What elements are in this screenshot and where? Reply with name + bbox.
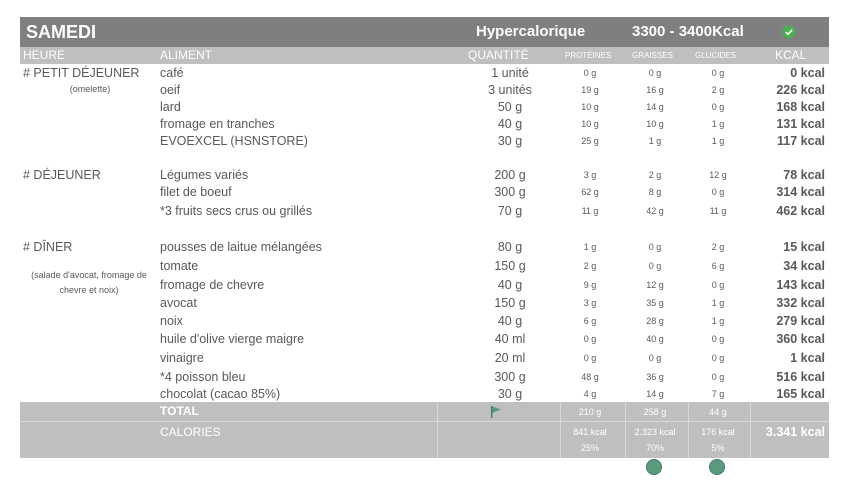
breakfast-note: (omelette) [69, 84, 111, 94]
food-quantity: 40 g [497, 278, 523, 292]
food-quantity: 40 g [497, 117, 523, 131]
check-circle-icon [782, 25, 796, 44]
food-name: avocat [160, 296, 197, 310]
column-header-row [20, 47, 829, 64]
graisses-status-dot [646, 459, 662, 475]
food-proteines: 9 g [583, 280, 597, 290]
food-glucides: 0 g [711, 334, 725, 344]
food-glucides: 0 g [711, 280, 725, 290]
food-name: oeif [160, 83, 181, 97]
col-kcal: KCAL [775, 48, 807, 62]
food-name: tomate [160, 259, 199, 273]
food-kcal: 168 kcal [776, 100, 825, 114]
food-graisses: 10 g [646, 119, 664, 129]
food-name: fromage de chevre [160, 278, 265, 292]
food-glucides: 1 g [711, 316, 725, 326]
food-proteines: 3 g [583, 298, 597, 308]
food-kcal: 34 kcal [783, 259, 825, 273]
food-graisses: 28 g [646, 316, 664, 326]
total-proteines: 210 g [578, 407, 602, 417]
table-row [20, 99, 829, 116]
table-row [20, 350, 829, 367]
food-glucides: 7 g [711, 389, 725, 399]
food-proteines: 1 g [583, 242, 597, 252]
food-graisses: 42 g [646, 206, 664, 216]
food-quantity: 150 g [494, 259, 526, 273]
food-glucides: 1 g [711, 119, 725, 129]
food-proteines: 48 g [581, 372, 599, 382]
food-kcal: 462 kcal [776, 204, 825, 218]
total-graisses: 258 g [643, 407, 667, 417]
table-row [20, 369, 829, 386]
food-glucides: 0 g [711, 102, 725, 112]
food-kcal: 131 kcal [776, 117, 825, 131]
food-proteines: 19 g [581, 85, 599, 95]
food-name: EVOEXCEL (HSNSTORE) [160, 134, 308, 148]
food-quantity: 50 g [497, 100, 523, 114]
table-row [20, 116, 829, 133]
food-glucides: 2 g [711, 85, 725, 95]
title-bar [20, 17, 829, 47]
food-proteines: 62 g [581, 187, 599, 197]
food-quantity: 20 ml [494, 351, 526, 365]
food-name: filet de boeuf [160, 185, 232, 199]
food-quantity: 300 g [494, 370, 526, 384]
section-lunch: # DÉJEUNER [23, 168, 101, 182]
food-proteines: 10 g [581, 102, 599, 112]
total-glucides: 44 g [709, 407, 727, 417]
table-row [20, 65, 829, 82]
food-quantity: 3 unités [488, 83, 532, 97]
food-kcal: 78 kcal [783, 168, 825, 182]
food-name: chocolat (cacao 85%) [160, 387, 281, 401]
food-proteines: 6 g [583, 316, 597, 326]
food-graisses: 35 g [646, 298, 664, 308]
calories-proteines: 841 kcal [573, 427, 607, 437]
day-title: SAMEDI [26, 22, 97, 42]
food-kcal: 314 kcal [776, 185, 825, 199]
food-glucides: 6 g [711, 261, 725, 271]
food-kcal: 165 kcal [776, 387, 825, 401]
food-kcal: 15 kcal [783, 240, 825, 254]
calories-graisses: 2.323 kcal [634, 427, 676, 437]
food-graisses: 8 g [648, 187, 662, 197]
food-proteines: 11 g [581, 206, 599, 216]
pct-graisses: 70% [645, 443, 664, 453]
section-breakfast: # PETIT DÉJEUNER [23, 66, 140, 80]
food-proteines: 2 g [583, 261, 597, 271]
food-graisses: 0 g [648, 353, 662, 363]
table-row [20, 203, 829, 220]
table-row [20, 386, 829, 403]
food-glucides: 12 g [709, 170, 727, 180]
food-proteines: 25 g [581, 136, 599, 146]
food-name: pousses de laitue mélangées [160, 240, 322, 254]
food-name: noix [160, 314, 183, 328]
food-kcal: 360 kcal [776, 332, 825, 346]
col-proteines: PROTÉINES [565, 51, 612, 60]
food-graisses: 0 g [648, 242, 662, 252]
food-name: vinaigre [160, 351, 204, 365]
table-row [20, 239, 829, 256]
col-heure: HEURE [23, 48, 66, 62]
dinner-note-line2: chevre et noix) [59, 285, 119, 295]
flag-icon [489, 405, 503, 424]
table-row [20, 277, 829, 294]
food-glucides: 0 g [711, 353, 725, 363]
food-quantity: 30 g [497, 134, 523, 148]
food-glucides: 1 g [711, 136, 725, 146]
dinner-note-line1: (salade d'avocat, fromage de [31, 270, 147, 280]
food-proteines: 3 g [583, 170, 597, 180]
food-name: *3 fruits secs crus ou grillés [160, 204, 313, 218]
food-kcal: 1 kcal [790, 351, 825, 365]
food-graisses: 36 g [646, 372, 664, 382]
diet-type: Hypercalorique [476, 23, 586, 40]
food-proteines: 0 g [583, 334, 597, 344]
food-name: Légumes variés [160, 168, 249, 182]
table-row [20, 133, 829, 150]
food-quantity: 40 ml [494, 332, 526, 346]
food-name: café [160, 66, 184, 80]
food-graisses: 12 g [646, 280, 664, 290]
food-graisses: 1 g [648, 136, 662, 146]
food-glucides: 11 g [709, 206, 727, 216]
food-quantity: 1 unité [491, 66, 529, 80]
calorie-target: 3300 - 3400Kcal [632, 23, 744, 40]
table-row [20, 313, 829, 330]
table-row [20, 82, 829, 99]
col-aliment: ALIMENT [160, 48, 213, 62]
pct-glucides: 5% [711, 443, 725, 453]
glucides-status-dot [709, 459, 725, 475]
food-glucides: 0 g [711, 187, 725, 197]
food-quantity: 150 g [494, 296, 526, 310]
food-kcal: 332 kcal [776, 296, 825, 310]
food-glucides: 2 g [711, 242, 725, 252]
food-graisses: 2 g [648, 170, 662, 180]
pct-proteines: 25% [580, 443, 599, 453]
food-proteines: 4 g [583, 389, 597, 399]
food-glucides: 0 g [711, 68, 725, 78]
food-name: lard [160, 100, 181, 114]
food-quantity: 30 g [497, 387, 523, 401]
food-quantity: 300 g [494, 185, 526, 199]
food-kcal: 226 kcal [776, 83, 825, 97]
food-proteines: 0 g [583, 68, 597, 78]
table-row [20, 258, 829, 275]
food-graisses: 40 g [646, 334, 664, 344]
food-quantity: 200 g [494, 168, 526, 182]
col-glucides: GLUCIDES [695, 51, 736, 60]
col-graisses: GRAISSES [632, 51, 673, 60]
section-dinner: # DÎNER [23, 240, 73, 254]
food-graisses: 14 g [646, 102, 664, 112]
food-graisses: 0 g [648, 261, 662, 271]
food-kcal: 143 kcal [776, 278, 825, 292]
total-label: TOTAL [160, 404, 199, 418]
food-quantity: 40 g [497, 314, 523, 328]
food-graisses: 16 g [646, 85, 664, 95]
calories-total: 3.341 kcal [765, 425, 825, 439]
table-row [20, 331, 829, 348]
food-name: fromage en tranches [160, 117, 275, 131]
food-name: huile d'olive vierge maigre [160, 332, 305, 346]
table-row [20, 295, 829, 312]
food-kcal: 279 kcal [776, 314, 825, 328]
food-graisses: 0 g [648, 68, 662, 78]
food-proteines: 0 g [583, 353, 597, 363]
food-glucides: 0 g [711, 372, 725, 382]
food-graisses: 14 g [646, 389, 664, 399]
calories-label: CALORIES [160, 425, 221, 439]
food-kcal: 516 kcal [776, 370, 825, 384]
food-kcal: 117 kcal [777, 134, 825, 148]
table-row [20, 184, 829, 201]
food-proteines: 10 g [581, 119, 599, 129]
food-glucides: 1 g [711, 298, 725, 308]
food-quantity: 70 g [497, 204, 523, 218]
col-quantite: QUANTITÉ [468, 48, 529, 62]
food-name: *4 poisson bleu [160, 370, 246, 384]
table-row [20, 167, 829, 184]
food-quantity: 80 g [497, 240, 523, 254]
totals-block [20, 402, 829, 458]
food-kcal: 0 kcal [790, 66, 825, 80]
calories-glucides: 176 kcal [701, 427, 735, 437]
